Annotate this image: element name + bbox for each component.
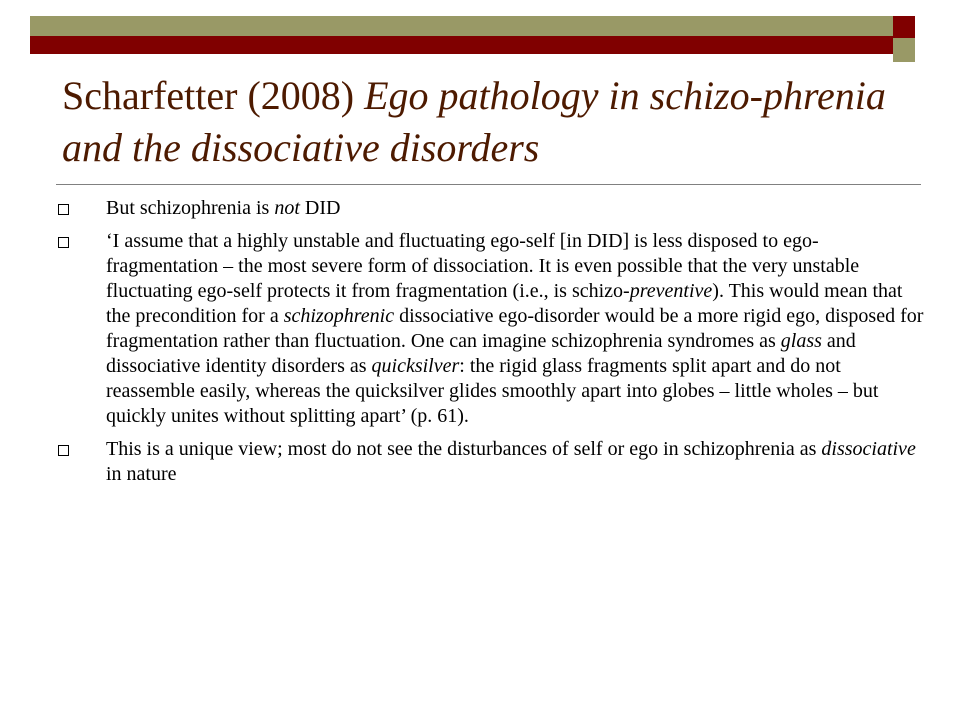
bullet-text: and dissociative identity disorders as — [106, 330, 856, 377]
bullet-list — [58, 196, 928, 495]
bullet-text: ). This would mean that the precondition for a — [106, 280, 903, 327]
header-decoration-bar — [30, 16, 915, 62]
square-bullet-icon — [58, 204, 69, 215]
bullet-text: This is a unique view; most do not see the disturbances of self or ego in schizophrenia as — [106, 438, 822, 460]
maroon-stripe — [30, 36, 915, 54]
olive-stripe — [30, 16, 915, 36]
bullet-text: dissociative ego-disorder would be a more rigid ego, disposed for fragmentation rather than fluctuation. One can imagine schizophrenia syndromes as — [106, 305, 924, 352]
slide-title — [62, 70, 932, 174]
bullet-text: in nature — [106, 463, 177, 485]
bullet-text-italic: not — [274, 197, 300, 219]
square-bullet-icon — [58, 445, 69, 456]
bullet-text: : the rigid glass fragments split apart and do not reassemble easily, whereas the quicksilver glides smoothly apart into globes – little wholes – but quickly unites without splitting apart’ (p. 61). — [106, 355, 879, 427]
corner-square-maroon — [893, 16, 915, 38]
bullet-item — [58, 229, 928, 429]
bullet-item — [58, 437, 928, 487]
square-bullet-icon — [58, 237, 69, 248]
bullet-item — [58, 196, 928, 221]
title-divider — [56, 184, 921, 185]
bullet-text-italic: glass — [780, 330, 822, 352]
title-italic: Ego pathology in schizo-phrenia and the dissociative disorders — [62, 73, 886, 170]
bullet-text-italic: quicksilver — [371, 355, 460, 377]
bullet-text-italic: schizophrenic — [283, 305, 395, 327]
title-plain: Scharfetter (2008) — [62, 73, 365, 118]
bullet-text-italic: preventive — [629, 280, 713, 302]
bullet-text: DID — [299, 197, 341, 219]
bullet-text-italic: dissociative — [821, 438, 916, 460]
bullet-text: ‘I assume that a highly unstable and fluctuating ego-self [in DID] is less disposed to ego-fragmentation – the most severe form of dissociation. It is even possible that the very unstable fluctuating ego-self protects it from fragmentation (i.e., is schizo- — [106, 230, 860, 302]
corner-square-olive — [893, 38, 915, 62]
bullet-text: But schizophrenia is — [106, 197, 275, 219]
